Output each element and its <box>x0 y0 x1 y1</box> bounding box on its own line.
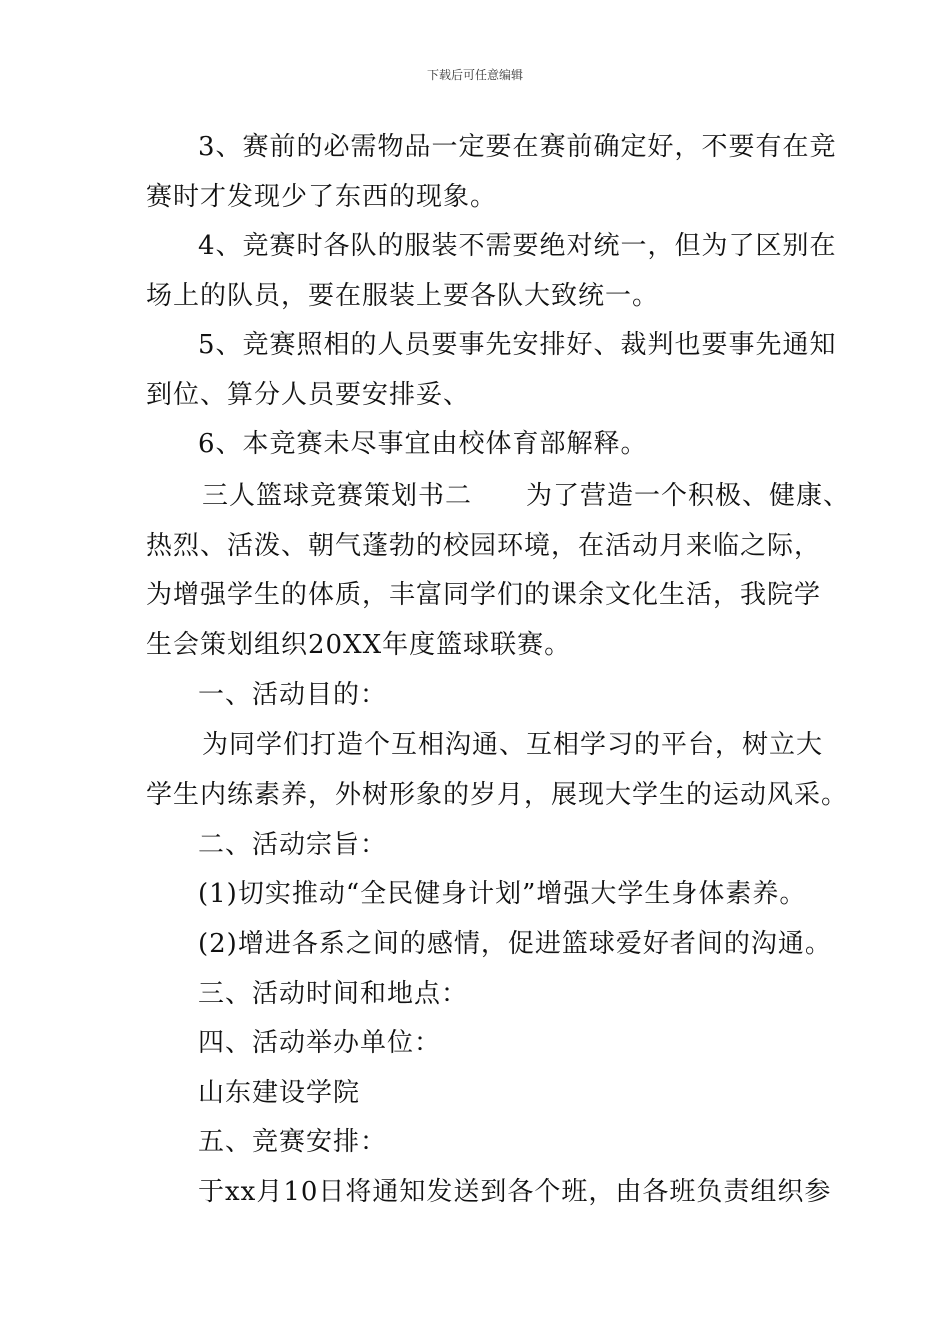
section-heading-purpose <box>146 671 836 721</box>
text-line: 生会策划组织20XX年度篮球联赛。 <box>146 629 572 660</box>
text-line: 赛时才发现少了东西的现象。 <box>146 181 498 212</box>
text-line: 二、活动宗旨： <box>198 830 388 860</box>
text-line: 场上的队员，要在服装上要各队大致统一。 <box>146 280 660 311</box>
text-line: (2)增进各系之间的感情，促进篮球爱好者间的沟通。 <box>198 929 832 959</box>
text-line: 四、活动举办单位： <box>198 1028 442 1058</box>
section-heading-arrangement <box>146 1118 836 1168</box>
text-line: 为增强学生的体质，丰富同学们的课余文化生活，我院学 <box>146 580 822 610</box>
text-line: (1)切实推动“全民健身计划”增强大学生身体素养。 <box>198 879 807 909</box>
text-line: 三人篮球竞赛策划书二 为了营造一个积极、健康、 <box>202 481 851 511</box>
paragraph-plan-intro <box>146 472 851 670</box>
text-line: 一、活动目的： <box>198 680 388 710</box>
paragraph-item-3 <box>146 123 836 222</box>
section-heading-time-place <box>146 970 836 1020</box>
section-heading-aim <box>146 821 836 871</box>
text-line: 山东建设学院 <box>198 1078 361 1108</box>
text-line: 5、竞赛照相的人员要事先安排好、裁判也要事先通知 <box>198 330 837 360</box>
text-line: 五、竞赛安排： <box>198 1127 388 1157</box>
paragraph-aim-1 <box>146 870 836 920</box>
paragraph-arrangement <box>146 1168 836 1218</box>
paragraph-item-5 <box>146 321 836 420</box>
text-line: 6、本竞赛未尽事宜由校体育部解释。 <box>198 429 648 459</box>
text-line: 三、活动时间和地点： <box>198 979 469 1009</box>
paragraph-item-6 <box>146 420 836 470</box>
paragraph-aim-2 <box>146 920 836 970</box>
paragraph-organizer <box>146 1069 836 1119</box>
text-line: 为同学们打造个互相沟通、互相学习的平台，树立大 <box>202 730 824 760</box>
text-line: 3、赛前的必需物品一定要在赛前确定好，不要有在竞 <box>198 132 837 162</box>
page-header: 下载后可任意编辑 <box>426 68 523 82</box>
text-line: 4、竞赛时各队的服装不需要绝对统一，但为了区别在 <box>198 231 837 261</box>
section-heading-organizer <box>146 1019 836 1069</box>
paragraph-item-4 <box>146 222 836 321</box>
text-line: 到位、算分人员要安排妥、 <box>146 379 471 410</box>
text-line: 热烈、活泼、朝气蓬勃的校园环境，在活动月来临之际， <box>146 530 822 561</box>
text-line: 学生内练素养，外树形象的岁月，展现大学生的运动风采。 <box>146 779 849 810</box>
text-line: 于xx月10日将通知发送到各个班，由各班负责组织参 <box>198 1177 832 1207</box>
paragraph-purpose <box>146 721 849 820</box>
